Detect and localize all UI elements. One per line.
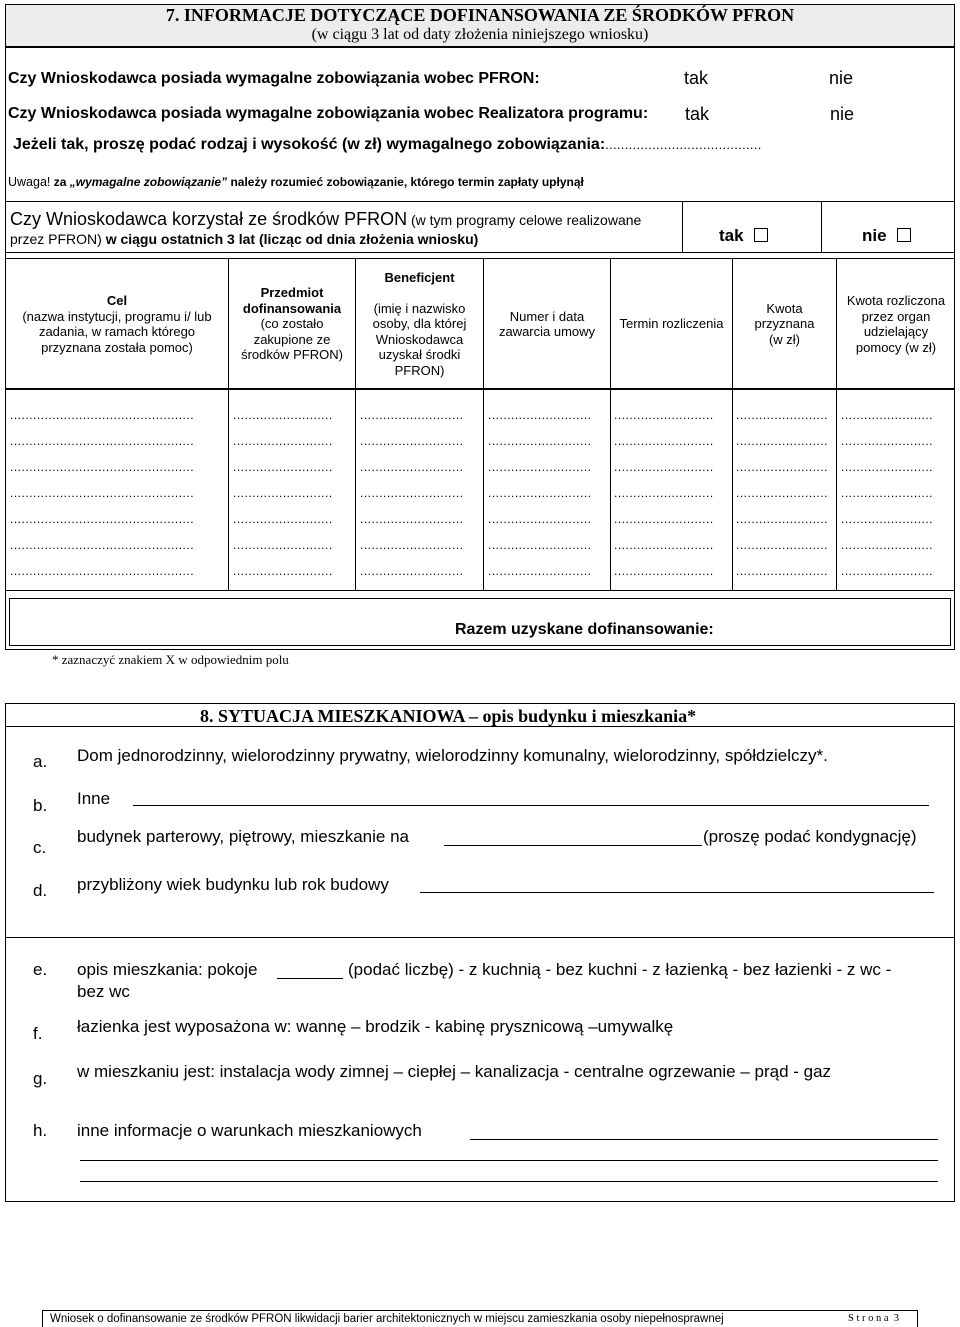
item-b-letter: b. — [33, 796, 48, 815]
col-header-przedmiot — [229, 262, 355, 386]
col-header-kwota-przyznana-text: Kwota przyznana (w zł) — [754, 300, 815, 347]
table-fill-cell[interactable]: ........................... — [488, 486, 592, 500]
item-b-text: Inne — [77, 789, 111, 808]
col-header-beneficjent-bold: Beneficjent — [384, 269, 455, 285]
table-fill-cell[interactable]: ........................ — [736, 512, 829, 526]
item-h-text: inne informacje o warunkach mieszkaniowych — [77, 1121, 422, 1140]
item-c-fill-line[interactable] — [444, 845, 702, 846]
table-fill-cell[interactable]: .......................... — [233, 564, 333, 578]
note-line — [8, 175, 584, 189]
table-fill-cell[interactable]: ................................................ — [10, 486, 195, 500]
section7-subtitle: (w ciągu 3 lat od daty złożenia niniejszego wniosku) — [311, 26, 649, 43]
note-rest: należy rozumieć zobowiązanie, którego termin zapłaty upłynął — [227, 175, 584, 189]
item-h-fill-line-1[interactable] — [470, 1139, 938, 1140]
table-fill-cell[interactable]: ................................................ — [10, 434, 195, 448]
table-fill-column-1[interactable] — [10, 402, 224, 584]
item-d-letter: d. — [33, 881, 48, 900]
option-nie-q1[interactable]: nie — [829, 68, 854, 88]
footer-text: Wniosek o dofinansowanie ze środków PFRON likwidacji barier architektonicznych w miejscu zamieszkania osoby niepełnosprawnej — [50, 1313, 724, 1325]
item-g-letter: g. — [33, 1069, 48, 1088]
table-fill-cell[interactable]: .......................... — [614, 434, 714, 448]
q4-small: (w tym programy celowe realizowane — [407, 212, 642, 228]
col-header-beneficjent — [356, 262, 483, 386]
table-fill-cell[interactable]: .......................... — [233, 486, 333, 500]
table-fill-cell[interactable]: .......................... — [614, 512, 714, 526]
table-fill-cell[interactable]: ........................ — [841, 564, 934, 578]
col-header-numer-umowy-text: Numer i data zawarcia umowy — [498, 308, 596, 339]
question-realizator-obligations: Czy Wnioskodawca posiada wymagalne zobowiązania wobec Realizatora programu: — [8, 105, 649, 122]
table-fill-cell[interactable]: .......................... — [614, 460, 714, 474]
col-header-kwota-rozliczona — [837, 262, 955, 386]
item-e-rooms-line[interactable] — [277, 978, 343, 979]
table-fill-cell[interactable]: ................................................ — [10, 460, 195, 474]
option-tak-q4[interactable] — [719, 226, 768, 246]
table-fill-cell[interactable]: ........................... — [488, 512, 592, 526]
col-header-numer-umowy — [484, 262, 610, 386]
table-fill-cell[interactable]: .......................... — [233, 434, 333, 448]
item-a-text: Dom jednorodzinny, wielorodzinny prywatny, wielorodzinny komunalny, wielorodzinny, spółdzielczy*. — [77, 746, 828, 765]
table-fill-cell[interactable]: ........................... — [488, 564, 592, 578]
note-term: „wymagalne zobowiązanie” — [69, 175, 228, 189]
table-fill-cell[interactable]: .......................... — [614, 486, 714, 500]
item-c-text: budynek parterowy, piętrowy, mieszkanie na — [77, 827, 409, 846]
obligation-details-fill[interactable]: ........................................ — [605, 137, 762, 152]
col-header-kwota-przyznana — [733, 262, 836, 386]
col-header-termin — [611, 262, 732, 386]
option-tak-q2[interactable]: tak — [685, 104, 710, 124]
table-fill-cell[interactable]: ........................... — [360, 564, 464, 578]
table-fill-cell[interactable]: ................................................ — [10, 408, 195, 422]
item-h-fill-line-3[interactable] — [80, 1181, 938, 1182]
total-label: Razem uzyskane dofinansowanie: — [455, 621, 714, 638]
table-fill-cell[interactable]: .......................... — [233, 460, 333, 474]
table-fill-cell[interactable]: ........................... — [488, 408, 592, 422]
section7-title: 7. INFORMACJE DOTYCZĄCE DOFINANSOWANIA ZE ŚRODKÓW PFRON — [165, 5, 795, 25]
item-f-text: łazienka jest wyposażona w: wannę – brodzik - kabinę prysznicową –umywalkę — [77, 1017, 674, 1036]
table-fill-cell[interactable]: ........................ — [736, 538, 829, 552]
question-pfron-obligations: Czy Wnioskodawca posiada wymagalne zobowiązania wobec PFRON: — [8, 70, 540, 87]
table-fill-cell[interactable]: ........................ — [736, 434, 829, 448]
table-fill-column-4[interactable] — [488, 402, 606, 584]
col-header-cel — [6, 262, 228, 386]
option-nie-q4[interactable] — [862, 226, 911, 246]
table-fill-cell[interactable]: ........................ — [841, 486, 934, 500]
table-fill-cell[interactable]: ........................ — [841, 408, 934, 422]
item-b-fill-line[interactable] — [133, 805, 929, 806]
option-nie-q4-label: nie — [862, 226, 887, 245]
question-obligation-label: Jeżeli tak, proszę podać rodzaj i wysokość (w zł) wymagalnego zobowiązania: — [13, 136, 606, 153]
col-header-cel-desc: (nazwa instytucji, programu i/ lub zadania, w ramach którego przyznana została pomoc) — [22, 308, 212, 355]
footer-page: S t r o n a 3 — [848, 1313, 900, 1324]
table-fill-column-6[interactable] — [736, 402, 832, 584]
item-g-text: w mieszkaniu jest: instalacja wody zimnej – ciepłej – kanalizacja - centralne ogrzewanie – prąd - gaz — [77, 1062, 832, 1081]
item-a-letter: a. — [33, 752, 48, 771]
table-fill-cell[interactable]: .......................... — [614, 564, 714, 578]
table-fill-cell[interactable]: ........................... — [360, 538, 464, 552]
item-e-letter: e. — [33, 960, 48, 979]
table-fill-cell[interactable]: ................................................ — [10, 512, 195, 526]
col-header-termin-text: Termin rozliczenia — [619, 316, 724, 332]
col-header-przedmiot-bold: Przedmiot dofinansowania — [242, 285, 342, 316]
option-tak-q1[interactable]: tak — [684, 68, 709, 88]
table-fill-cell[interactable]: ........................... — [488, 434, 592, 448]
table-fill-cell[interactable]: ................................................ — [10, 564, 195, 578]
table-fill-cell[interactable]: ........................ — [841, 512, 934, 526]
table-fill-cell[interactable]: ........................ — [841, 460, 934, 474]
table-fill-column-2[interactable] — [233, 402, 351, 584]
table-fill-cell[interactable]: ........................ — [736, 486, 829, 500]
item-e-text: opis mieszkania: pokoje — [77, 960, 258, 979]
note-lead: Uwaga! — [8, 175, 51, 189]
table-fill-cell[interactable]: .......................... — [614, 408, 714, 422]
table-fill-cell[interactable]: ........................... — [488, 460, 592, 474]
item-e-line2: bez wc — [77, 982, 130, 1001]
table-fill-cell[interactable]: ................................................ — [10, 538, 195, 552]
col-header-przedmiot-desc: (co zostało zakupione ze środków PFRON) — [241, 316, 343, 363]
table-fill-cell[interactable]: ........................... — [360, 408, 464, 422]
checkbox-tak[interactable] — [754, 228, 768, 242]
table-fill-cell[interactable]: .......................... — [233, 408, 333, 422]
q4-big: Czy Wnioskodawca korzystał ze środków PFRON — [10, 209, 408, 229]
item-d-text: przybliżony wiek budynku lub rok budowy — [77, 875, 389, 894]
table-fill-cell[interactable]: .......................... — [233, 512, 333, 526]
table-fill-cell[interactable]: ........................... — [360, 486, 464, 500]
table-fill-cell[interactable]: ........................... — [360, 512, 464, 526]
checkbox-nie[interactable] — [897, 228, 911, 242]
table-fill-cell[interactable]: ........................ — [736, 564, 829, 578]
q4-line2a: przez PFRON) — [10, 231, 106, 247]
option-nie-q2[interactable]: nie — [830, 104, 855, 124]
item-h-fill-line-2[interactable] — [80, 1160, 938, 1161]
pfron-usage-question — [10, 210, 641, 249]
q4-line2b: w ciągu ostatnich 3 lat (licząc od dnia złożenia wniosku) — [105, 231, 479, 247]
table-fill-cell[interactable]: .......................... — [614, 538, 714, 552]
option-tak-q4-label: tak — [719, 226, 744, 245]
table-fill-cell[interactable]: ........................ — [736, 460, 829, 474]
item-h-letter: h. — [33, 1121, 48, 1140]
col-header-kwota-rozliczona-text: Kwota rozliczona przez organ udzielający pomocy (w zł) — [846, 293, 946, 355]
item-f-letter: f. — [33, 1024, 43, 1043]
section8-title: 8. SYTUACJA MIESZKANIOWA – opis budynku i mieszkania* — [200, 706, 697, 726]
table-fill-cell[interactable]: ........................ — [841, 434, 934, 448]
item-c-letter: c. — [33, 838, 47, 857]
table-fill-cell[interactable]: ........................... — [360, 434, 464, 448]
item-c-suffix: (proszę podać kondygnację) — [703, 827, 917, 846]
table-fill-cell[interactable]: ........................... — [360, 460, 464, 474]
table-fill-column-7[interactable] — [841, 402, 951, 584]
question-obligation-details — [13, 136, 762, 154]
table-fill-column-3[interactable] — [360, 402, 480, 584]
col-header-beneficjent-desc: (imię i nazwisko osoby, dla której Wnioskodawca uzyskał środki PFRON) — [372, 300, 467, 378]
table-fill-cell[interactable]: ........................ — [841, 538, 934, 552]
item-d-fill-line[interactable] — [420, 892, 934, 893]
item-e-suffix: (podać liczbę) - z kuchnią - bez kuchni - z łazienką - bez łazienki - z wc - — [348, 960, 892, 979]
table-fill-cell[interactable]: .......................... — [233, 538, 333, 552]
note-pre: za — [50, 175, 70, 189]
footnote: * zaznaczyć znakiem X w odpowiednim polu — [52, 652, 289, 667]
table-fill-cell[interactable]: ........................... — [488, 538, 592, 552]
table-fill-cell[interactable]: ........................ — [736, 408, 829, 422]
col-header-cel-bold: Cel — [106, 293, 128, 308]
table-fill-column-5[interactable] — [614, 402, 728, 584]
